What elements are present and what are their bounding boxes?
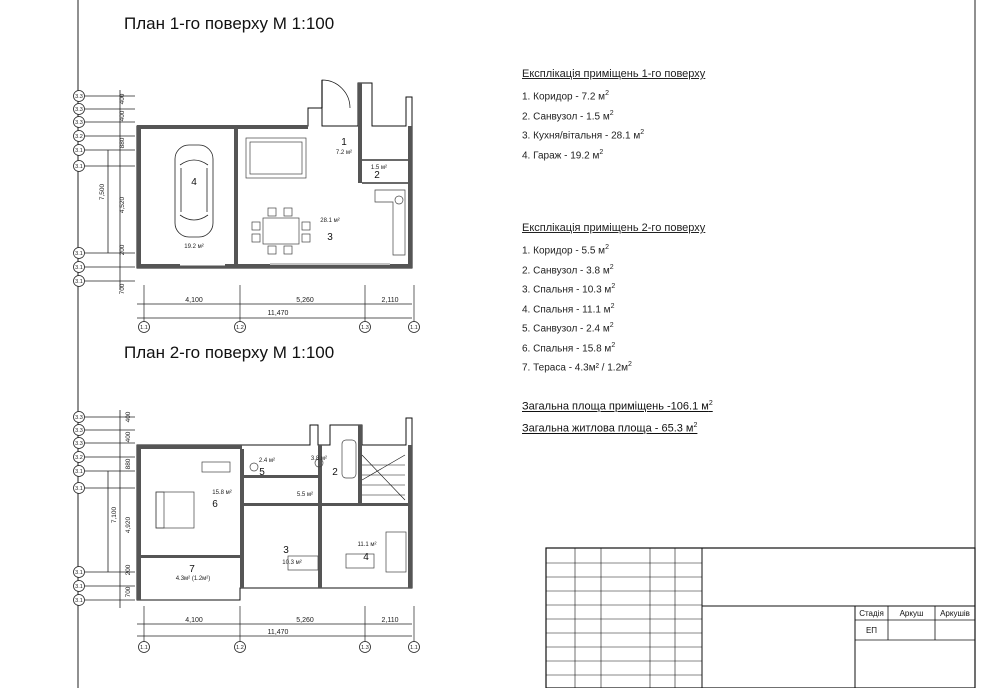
plan2-dim-left: 700 bbox=[125, 586, 132, 598]
car-icon bbox=[175, 145, 213, 237]
plan1-dim-bottom: 4,100 bbox=[185, 297, 203, 304]
plan2-axis-bottom: 1.2 bbox=[236, 645, 244, 651]
plan1-room-area: 19.2 м² bbox=[184, 244, 204, 250]
legend-item: 1. Коридор - 5.5 $м^2$ bbox=[522, 244, 609, 257]
legend-item: 4. Гараж - 19.2 $м^2$ bbox=[522, 148, 604, 161]
plan1-dim-left: 400 bbox=[119, 93, 126, 105]
bed-icon bbox=[386, 532, 406, 572]
plan2-drawing bbox=[74, 410, 420, 653]
plan2-room-area: 3.8 м² bbox=[310, 456, 328, 462]
plan1-axis-label: 3.1 bbox=[75, 279, 83, 285]
legend-item: 3. Спальня - 10.3 $м^2$ bbox=[522, 283, 616, 296]
legend-floor2 bbox=[522, 222, 705, 381]
plan1-axis-label: 3.3 bbox=[75, 107, 83, 113]
plan2-room-area: 5.5 м² bbox=[296, 492, 314, 498]
plan1-axis-bottom: 1.3 bbox=[361, 325, 369, 331]
plan2-axis-label: 3.1 bbox=[75, 598, 83, 604]
plan1-drawing bbox=[74, 80, 420, 333]
plan2-room-area: 10.3 м² bbox=[282, 560, 302, 566]
plan2-dim-left: 4,920 bbox=[125, 516, 132, 534]
plan2-axis-label: 3.1 bbox=[75, 584, 83, 590]
plan2-axis-label: 3.2 bbox=[75, 455, 83, 461]
plan2-room-number: 4 bbox=[363, 552, 369, 563]
plan1-room-number: 3 bbox=[327, 232, 333, 243]
plan1-dim-left: 200 bbox=[119, 244, 126, 256]
plan1-dim-left-total: 7,500 bbox=[99, 183, 106, 201]
plan2-room-area: 2.4 м² bbox=[258, 458, 276, 464]
legend-item: 2. Санвузол - 1.5 $м^2$ bbox=[522, 109, 614, 122]
legend-item: 4. Спальня - 11.1 $м^2$ bbox=[522, 302, 615, 315]
plan2-room-area: 11.1 м² bbox=[357, 542, 377, 548]
plan2-axis-label: 3.3 bbox=[75, 428, 83, 434]
plan1-axis-bottom: 1.1 bbox=[410, 325, 418, 331]
dining-table-icon bbox=[252, 208, 310, 254]
stamp-stage-value: ЕП bbox=[865, 626, 878, 635]
plan2-axis-bottom: 1.1 bbox=[140, 645, 148, 651]
bed-icon bbox=[156, 492, 194, 528]
plan2-dim-left-total: 7,100 bbox=[111, 506, 118, 524]
plan1-axis-label: 3.1 bbox=[75, 164, 83, 170]
plan2-axis-label: 3.1 bbox=[75, 469, 83, 475]
plan2-axis-label: 3.3 bbox=[75, 441, 83, 447]
plan1-left-axes bbox=[85, 90, 135, 290]
legend-item: 5. Санвузол - 2.4 $м^2$ bbox=[522, 322, 614, 335]
plan2-axis-label: 3.1 bbox=[75, 570, 83, 576]
plan2-axis-bottom: 1.3 bbox=[361, 645, 369, 651]
stamp-stage-label: Стадія bbox=[859, 609, 884, 618]
plan2-room-area: 15.8 м² bbox=[212, 490, 232, 496]
plan2-dim-bottom: 4,100 bbox=[185, 617, 203, 624]
plan1-room-number: 2 bbox=[374, 170, 380, 181]
plan1-axis-label: 3.1 bbox=[75, 148, 83, 154]
plan1-axis-bottom: 1.1 bbox=[140, 325, 148, 331]
legend-item: 7. Тераса - $4.3м^2 / 1.2м^2$ bbox=[522, 361, 632, 374]
plan2-dim-bottom: 5,260 bbox=[296, 617, 314, 624]
plan1-dim-bottom: 2,110 bbox=[381, 297, 399, 304]
living-area: Загальна житлова площа - 65.3 $м^2$ bbox=[522, 422, 698, 435]
sofa-icon bbox=[246, 138, 306, 178]
plan2-dim-left: 400 bbox=[125, 431, 132, 443]
plan2-dim-left: 400 bbox=[125, 411, 132, 423]
bathtub-icon bbox=[342, 440, 356, 478]
plan1-room-area: 28.1 м² bbox=[320, 218, 340, 224]
plan2-room-number: 2 bbox=[332, 467, 338, 478]
plan2-dim-total: 11,470 bbox=[267, 629, 289, 636]
legend-floor1 bbox=[522, 68, 705, 168]
plan1-axis-bottom: 1.2 bbox=[236, 325, 244, 331]
plan2-dim-bottom: 2,110 bbox=[381, 617, 399, 624]
plan1-axis-label: 3.2 bbox=[75, 134, 83, 140]
legend-floor1-header: Експлікація приміщень 1-го поверху bbox=[522, 68, 706, 80]
legend-item: 6. Спальня - 15.8 $м^2$ bbox=[522, 341, 616, 354]
plan1-room-area: 7.2 м² bbox=[335, 150, 353, 156]
plan2-dim-left: 200 bbox=[125, 564, 132, 576]
plan1-dim-left: 700 bbox=[119, 283, 126, 295]
plan2-title: План 2-го поверху М 1:100 bbox=[124, 343, 335, 362]
legend-item: 2. Санвузол - 3.8 $м^2$ bbox=[522, 263, 614, 276]
plan1-axis-label: 3.1 bbox=[75, 265, 83, 271]
total-area: Загальна площа приміщень -106.1 $м^2$ bbox=[522, 400, 713, 413]
plan1-axis-label: 3.1 bbox=[75, 251, 83, 257]
plan1-dim-bottom: 5,260 bbox=[296, 297, 314, 304]
plan2-room-area: 4.3м² (1.2м²) bbox=[175, 576, 211, 582]
stamp-sheet-label: Аркуш bbox=[899, 609, 924, 618]
plan2-axis-label: 3.1 bbox=[75, 486, 83, 492]
kitchen-counter-icon bbox=[375, 190, 405, 255]
plan1-dim-left: 400 bbox=[119, 110, 126, 122]
plan1-dim-total: 11,470 bbox=[267, 310, 289, 317]
title-block bbox=[546, 548, 975, 688]
plan1-room-number: 1 bbox=[341, 137, 347, 148]
plan1-title: План 1-го поверху М 1:100 bbox=[124, 14, 335, 33]
plan2-axis-label: 3.3 bbox=[75, 415, 83, 421]
plan2-room-number: 3 bbox=[283, 545, 289, 556]
legend-floor2-header: Експлікація приміщень 2-го поверху bbox=[522, 222, 706, 234]
plan2-room-number: 6 bbox=[212, 499, 218, 510]
legend-item: 3. Кухня/вітальня - 28.1 $м^2$ bbox=[522, 129, 645, 142]
legend-item: 1. Коридор - 7.2 $м^2$ bbox=[522, 90, 609, 103]
plan2-axis-bottom: 1.1 bbox=[410, 645, 418, 651]
plan2-room-number: 5 bbox=[259, 467, 265, 478]
plan2-dim-left: 880 bbox=[125, 458, 132, 470]
plan1-dim-left: 880 bbox=[119, 137, 126, 149]
plan1-dim-left: 4,520 bbox=[119, 196, 126, 214]
plan1-room-area: 1.5 м² bbox=[370, 165, 388, 171]
stamp-sheets-label: Аркушів bbox=[940, 609, 970, 618]
plan1-axis-label: 3.3 bbox=[75, 120, 83, 126]
plan1-room-number: 4 bbox=[191, 177, 197, 188]
plan2-room-number: 7 bbox=[189, 564, 195, 575]
plan1-axis-label: 3.3 bbox=[75, 94, 83, 100]
